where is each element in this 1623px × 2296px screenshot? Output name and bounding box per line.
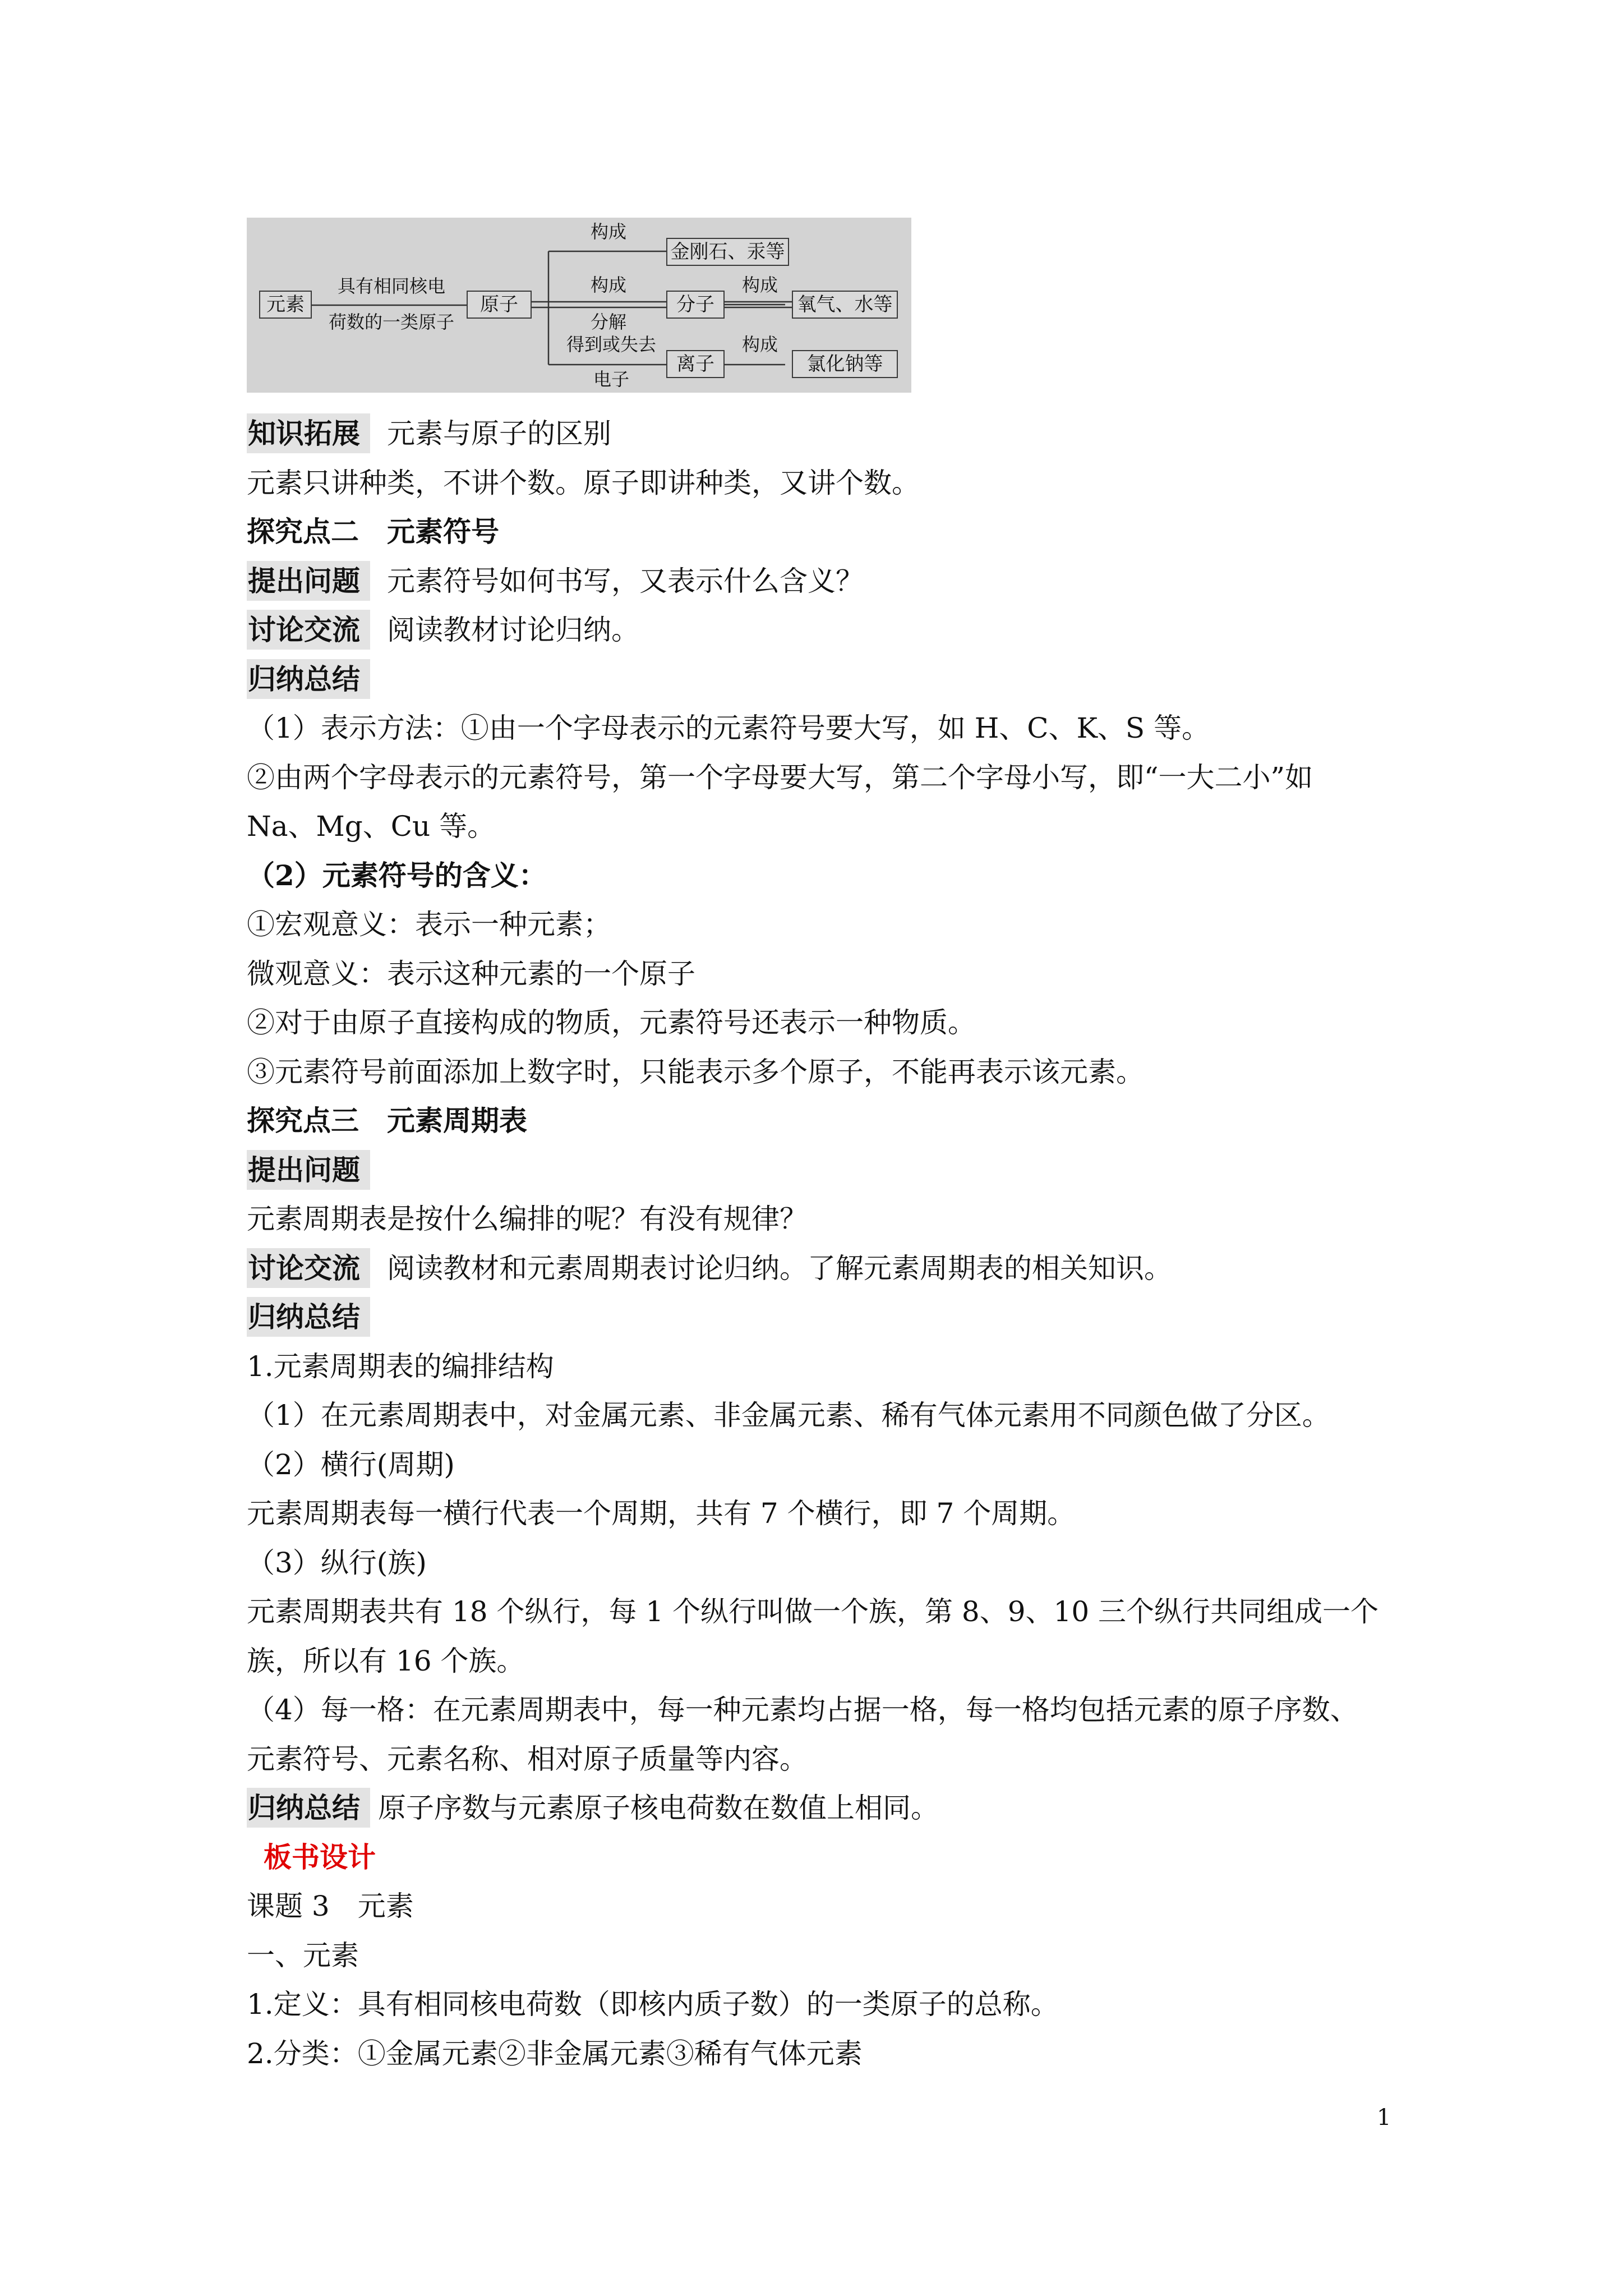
line-text: 原子序数与元素原子核电荷数在数值上相同。: [378, 1792, 939, 1824]
line-summary-atomic-number: [247, 1789, 939, 1826]
board-design-heading: [264, 1839, 376, 1876]
label-badge: 归纳总结: [247, 659, 370, 699]
line-text: （2）横行(周期): [247, 1448, 455, 1481]
heading-text: 探究点二 元素符号: [247, 515, 499, 548]
line-text: （1）表示方法：①由一个字母表示的元素符号要大写，如 H、C、K、S 等。: [247, 712, 1210, 744]
line-zones: [247, 1397, 1330, 1434]
line-meaning-heading: [247, 857, 547, 894]
line-method-2: [247, 759, 1313, 796]
line-text: 一、元素: [247, 1939, 359, 1972]
line-section-element: [247, 1937, 359, 1974]
node-molecule: 分子: [666, 291, 725, 319]
line-text: （3）纵行(族): [247, 1547, 427, 1579]
line-method-1: [247, 710, 1210, 747]
line-text: 1.元素周期表的编排结构: [247, 1350, 554, 1383]
line-summary-2: [247, 661, 387, 698]
line-groups-heading: [247, 1544, 427, 1581]
line-text: 元素只讲种类，不讲个数。原子即讲种类，又讲个数。: [247, 467, 920, 499]
label-badge: 知识拓展: [247, 413, 370, 453]
line-text: （4）每一格：在元素周期表中，每一种元素均占据一格，每一格均包括元素的原子序数、: [247, 1694, 1358, 1726]
line-text: 2.分类：①金属元素②非金属元素③稀有气体元素: [247, 2037, 863, 2070]
line-summary-3: [247, 1299, 387, 1336]
line-text: 1.定义：具有相同核电荷数（即核内质子数）的一类原子的总称。: [247, 1988, 1059, 2021]
label-compose-3: 构成: [741, 274, 778, 296]
line-element-vs-atom: [247, 464, 920, 501]
line-cell-1: [247, 1691, 1358, 1728]
label-badge: 归纳总结: [247, 1297, 370, 1337]
label-gain-lose-1: 得到或失去: [566, 334, 656, 355]
line-classification: [247, 2035, 863, 2072]
line-macro: [247, 906, 611, 943]
element-atom-diagram: [247, 218, 911, 393]
line-text: 元素符号、元素名称、相对原子质量等内容。: [247, 1743, 808, 1775]
line-micro: [247, 955, 695, 992]
line-knowledge-extension: [247, 415, 611, 452]
line-text: 微观意义：表示这种元素的一个原子: [247, 958, 695, 990]
line-substance: [247, 1004, 976, 1041]
line-question-2: [247, 563, 864, 600]
line-text: 族，所以有 16 个族。: [247, 1645, 525, 1677]
line-text: 元素周期表每一横行代表一个周期，共有 7 个横行，即 7 个周期。: [247, 1497, 1076, 1530]
line-text: ②对于由原子直接构成的物质，元素符号还表示一种物质。: [247, 1006, 976, 1039]
page-number: 1: [1377, 2105, 1391, 2131]
line-text: ②由两个字母表示的元素符号，第一个字母要大写，第二个字母小写，即“一大二小”如: [247, 761, 1313, 794]
node-atom: 原子: [467, 291, 532, 319]
line-number-prefix: [247, 1053, 1144, 1091]
node-product-3: 氯化钠等: [792, 350, 898, 378]
line-text: 阅读教材讨论归纳。: [387, 614, 639, 646]
section-heading-3: [247, 1102, 527, 1139]
line-text: 元素周期表共有 18 个纵行，每 1 个纵行叫做一个族，第 8、9、10 三个纵行共同组成一个: [247, 1595, 1379, 1628]
line-text: Na、Mg、Cu 等。: [247, 810, 496, 843]
node-product-1: 金刚石、汞等: [666, 238, 789, 266]
label-badge: 讨论交流: [247, 610, 370, 650]
line-text: 元素周期表是按什么编排的呢？有没有规律？: [247, 1203, 808, 1235]
heading-text: 板书设计: [264, 1841, 376, 1874]
definition-line2: 荷数的一类原子: [328, 311, 454, 333]
line-periods-heading: [247, 1446, 455, 1483]
line-definition: [247, 1986, 1059, 2023]
label-badge: 归纳总结: [247, 1788, 370, 1828]
line-text: ③元素符号前面添加上数字时，只能表示多个原子，不能再表示该元素。: [247, 1056, 1144, 1088]
definition-line1: 具有相同核电: [337, 275, 445, 297]
line-text: 阅读教材和元素周期表讨论归纳。了解元素周期表的相关知识。: [387, 1252, 1172, 1285]
line-text: 元素符号如何书写，又表示什么含义？: [387, 565, 864, 597]
label-badge: 讨论交流: [247, 1248, 370, 1288]
label-gain-lose-2: 电子: [593, 369, 629, 390]
line-groups-2: [247, 1642, 524, 1680]
line-lesson-title: [247, 1888, 414, 1925]
node-product-2: 氧气、水等: [792, 291, 898, 319]
label-badge: 提出问题: [247, 1150, 370, 1190]
label-badge: 提出问题: [247, 561, 370, 601]
line-periods: [247, 1495, 1075, 1532]
line-discussion-2: [247, 611, 639, 648]
line-groups-1: [247, 1593, 1378, 1630]
label-decompose: 分解: [590, 311, 626, 333]
line-cell-2: [247, 1741, 808, 1778]
node-element: 元素: [259, 291, 312, 319]
heading-text: （2）元素符号的含义：: [247, 859, 547, 892]
line-text: 元素与原子的区别: [387, 417, 611, 450]
line-question-3-text: [247, 1200, 808, 1237]
label-compose-4: 构成: [741, 334, 778, 355]
line-discussion-3: [247, 1250, 1172, 1287]
heading-text: 探究点三 元素周期表: [247, 1104, 527, 1137]
line-text: ①宏观意义：表示一种元素；: [247, 908, 611, 941]
node-ion: 离子: [666, 350, 725, 378]
line-text: 课题 3 元素: [247, 1890, 414, 1922]
line-method-3: [247, 808, 495, 845]
section-heading-2: [247, 513, 499, 550]
line-question-3: [247, 1152, 387, 1189]
line-text: （1）在元素周期表中，对金属元素、非金属元素、稀有气体元素用不同颜色做了分区。: [247, 1399, 1330, 1432]
label-compose-1: 构成: [590, 221, 626, 242]
label-compose-2: 构成: [590, 274, 626, 296]
line-structure: [247, 1348, 554, 1385]
